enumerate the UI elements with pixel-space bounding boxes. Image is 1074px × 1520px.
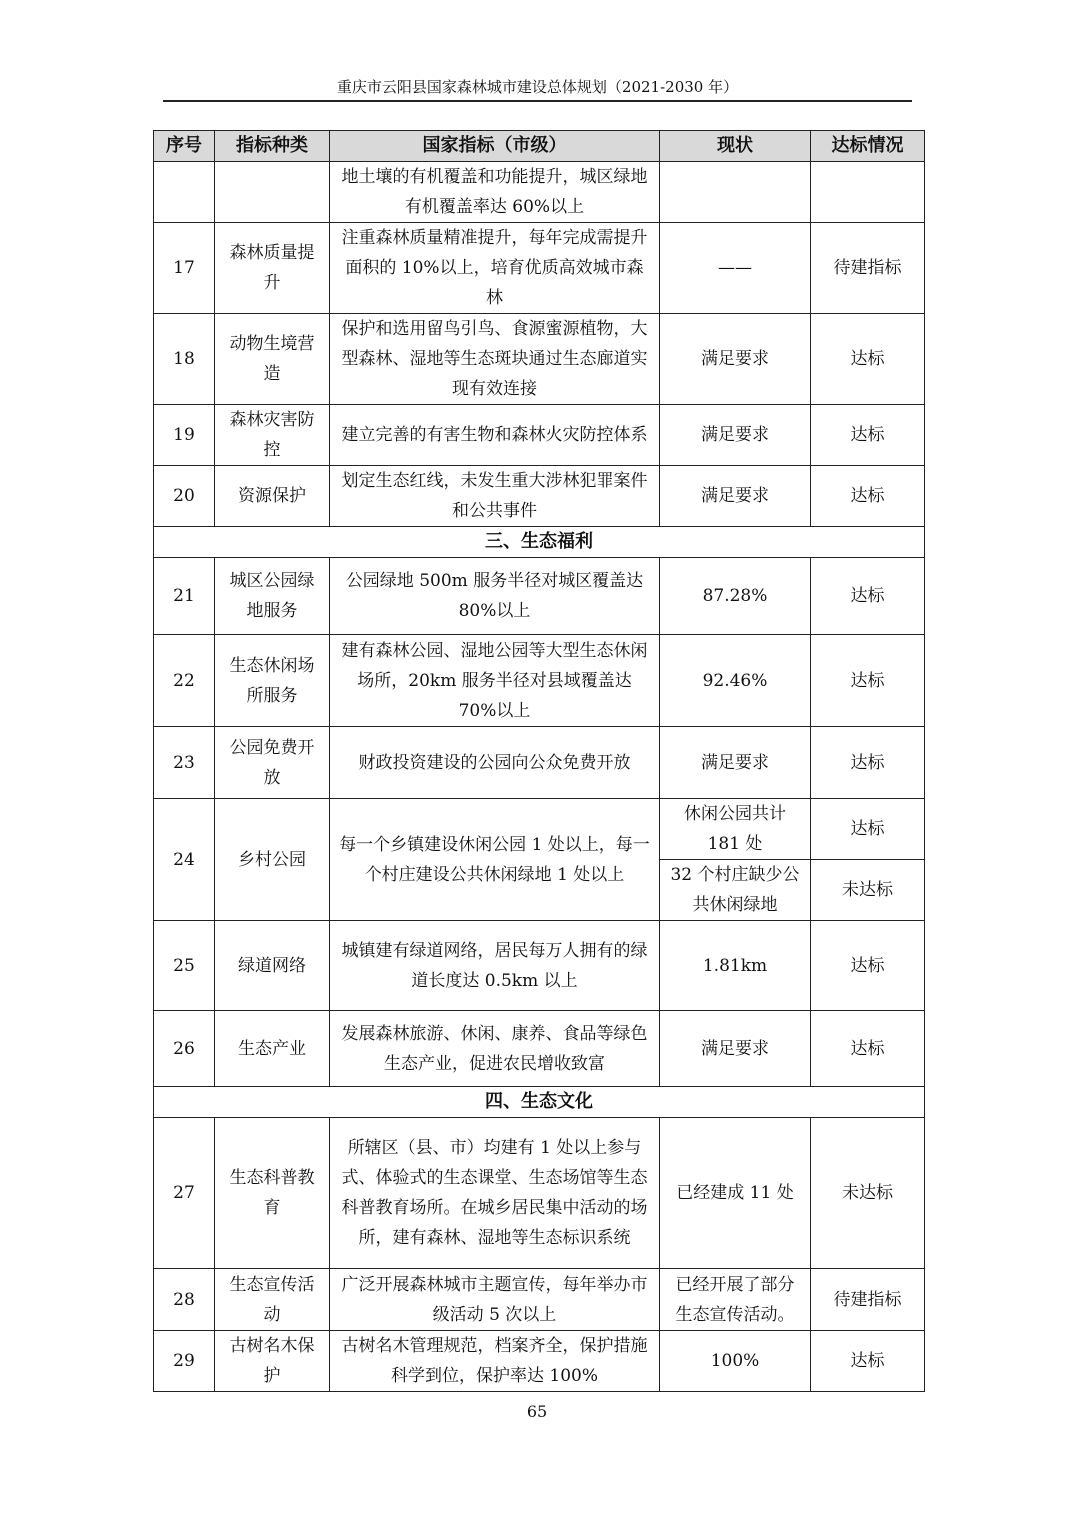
row-status: 1.81km	[660, 921, 811, 1011]
table-row	[154, 799, 925, 860]
row-result	[811, 162, 925, 223]
page-number: 65	[526, 1402, 548, 1421]
row-result: 达标	[811, 727, 925, 799]
header-status: 现状	[660, 131, 811, 162]
table-row	[154, 405, 925, 466]
row-no: 20	[154, 466, 215, 527]
row-indicator: 广泛开展森林城市主题宣传，每年举办市级活动 5 次以上	[330, 1269, 660, 1331]
row-indicator: 公园绿地 500m 服务半径对城区覆盖达 80%以上	[330, 558, 660, 635]
row-category: 绿道网络	[215, 921, 330, 1011]
row-category: 城区公园绿地服务	[215, 558, 330, 635]
row-category	[215, 162, 330, 223]
row-category: 森林质量提升	[215, 223, 330, 314]
row-no: 21	[154, 558, 215, 635]
table-row	[154, 921, 925, 1011]
row-status: 满足要求	[660, 314, 811, 405]
row-category: 古树名木保护	[215, 1331, 330, 1392]
row-category: 公园免费开放	[215, 727, 330, 799]
row-category: 生态产业	[215, 1011, 330, 1087]
header-result: 达标情况	[811, 131, 925, 162]
row-status	[660, 162, 811, 223]
table-row	[154, 1011, 925, 1087]
table-row	[154, 727, 925, 799]
row-category: 资源保护	[215, 466, 330, 527]
table-row	[154, 635, 925, 727]
table-row	[154, 466, 925, 527]
row-status: ——	[660, 223, 811, 314]
row-status: 满足要求	[660, 466, 811, 527]
row-result: 未达标	[811, 860, 925, 921]
row-result: 达标	[811, 635, 925, 727]
row-result: 待建指标	[811, 1269, 925, 1331]
row-status: 100%	[660, 1331, 811, 1392]
row-status: 满足要求	[660, 1011, 811, 1087]
header-no: 序号	[154, 131, 215, 162]
row-category: 生态宣传活动	[215, 1269, 330, 1331]
row-category: 乡村公园	[215, 799, 330, 921]
table-header-row	[154, 131, 925, 162]
row-indicator: 发展森林旅游、休闲、康养、食品等绿色生态产业，促进农民增收致富	[330, 1011, 660, 1087]
section-row	[154, 527, 925, 558]
row-result: 达标	[811, 405, 925, 466]
table-row	[154, 223, 925, 314]
row-category: 生态休闲场所服务	[215, 635, 330, 727]
header-category: 指标种类	[215, 131, 330, 162]
row-result: 达标	[811, 466, 925, 527]
row-status: 满足要求	[660, 727, 811, 799]
table-row	[154, 162, 925, 223]
row-no: 26	[154, 1011, 215, 1087]
section-heading: 三、生态福利	[154, 527, 925, 558]
row-status: 92.46%	[660, 635, 811, 727]
row-status: 已经建成 11 处	[660, 1118, 811, 1269]
indicator-table	[153, 130, 925, 1392]
row-no: 28	[154, 1269, 215, 1331]
row-status: 87.28%	[660, 558, 811, 635]
section-heading: 四、生态文化	[154, 1087, 925, 1118]
row-result: 待建指标	[811, 223, 925, 314]
table-row	[154, 1118, 925, 1269]
row-result: 达标	[811, 558, 925, 635]
row-category: 动物生境营造	[215, 314, 330, 405]
row-no: 27	[154, 1118, 215, 1269]
row-indicator: 划定生态红线，未发生重大涉林犯罪案件和公共事件	[330, 466, 660, 527]
row-no: 22	[154, 635, 215, 727]
row-no: 18	[154, 314, 215, 405]
row-no	[154, 162, 215, 223]
row-indicator: 建有森林公园、湿地公园等大型生态休闲场所，20km 服务半径对县域覆盖达 70%以上	[330, 635, 660, 727]
row-no: 17	[154, 223, 215, 314]
row-indicator: 城镇建有绿道网络，居民每万人拥有的绿道长度达 0.5km 以上	[330, 921, 660, 1011]
row-result: 达标	[811, 921, 925, 1011]
section-row	[154, 1087, 925, 1118]
row-indicator: 地土壤的有机覆盖和功能提升，城区绿地有机覆盖率达 60%以上	[330, 162, 660, 223]
page-header: 重庆市云阳县国家森林城市建设总体规划（2021-2030 年）	[163, 74, 912, 102]
table-row	[154, 1331, 925, 1392]
row-indicator: 财政投资建设的公园向公众免费开放	[330, 727, 660, 799]
row-result: 未达标	[811, 1118, 925, 1269]
header-indicator: 国家指标（市级）	[330, 131, 660, 162]
row-indicator: 保护和选用留鸟引鸟、食源蜜源植物，大型森林、湿地等生态斑块通过生态廊道实现有效连接	[330, 314, 660, 405]
row-result: 达标	[811, 1011, 925, 1087]
row-status: 休闲公园共计 181 处	[660, 799, 811, 860]
row-indicator: 古树名木管理规范，档案齐全，保护措施科学到位，保护率达 100%	[330, 1331, 660, 1392]
row-no: 19	[154, 405, 215, 466]
row-indicator: 每一个乡镇建设休闲公园 1 处以上，每一个村庄建设公共休闲绿地 1 处以上	[330, 799, 660, 921]
row-status: 满足要求	[660, 405, 811, 466]
row-result: 达标	[811, 1331, 925, 1392]
table-row	[154, 1269, 925, 1331]
row-indicator: 建立完善的有害生物和森林火灾防控体系	[330, 405, 660, 466]
row-result: 达标	[811, 314, 925, 405]
table-row	[154, 314, 925, 405]
row-status: 已经开展了部分生态宣传活动。	[660, 1269, 811, 1331]
row-result: 达标	[811, 799, 925, 860]
row-no: 29	[154, 1331, 215, 1392]
row-indicator: 所辖区（县、市）均建有 1 处以上参与式、体验式的生态课堂、生态场馆等生态科普教育场所。在城乡居民集中活动的场所，建有森林、湿地等生态标识系统	[330, 1118, 660, 1269]
row-category: 生态科普教育	[215, 1118, 330, 1269]
row-indicator: 注重森林质量精准提升，每年完成需提升面积的 10%以上，培育优质高效城市森林	[330, 223, 660, 314]
table-row	[154, 558, 925, 635]
row-status: 32 个村庄缺少公共休闲绿地	[660, 860, 811, 921]
row-no: 23	[154, 727, 215, 799]
row-no: 25	[154, 921, 215, 1011]
row-category: 森林灾害防控	[215, 405, 330, 466]
row-no: 24	[154, 799, 215, 921]
